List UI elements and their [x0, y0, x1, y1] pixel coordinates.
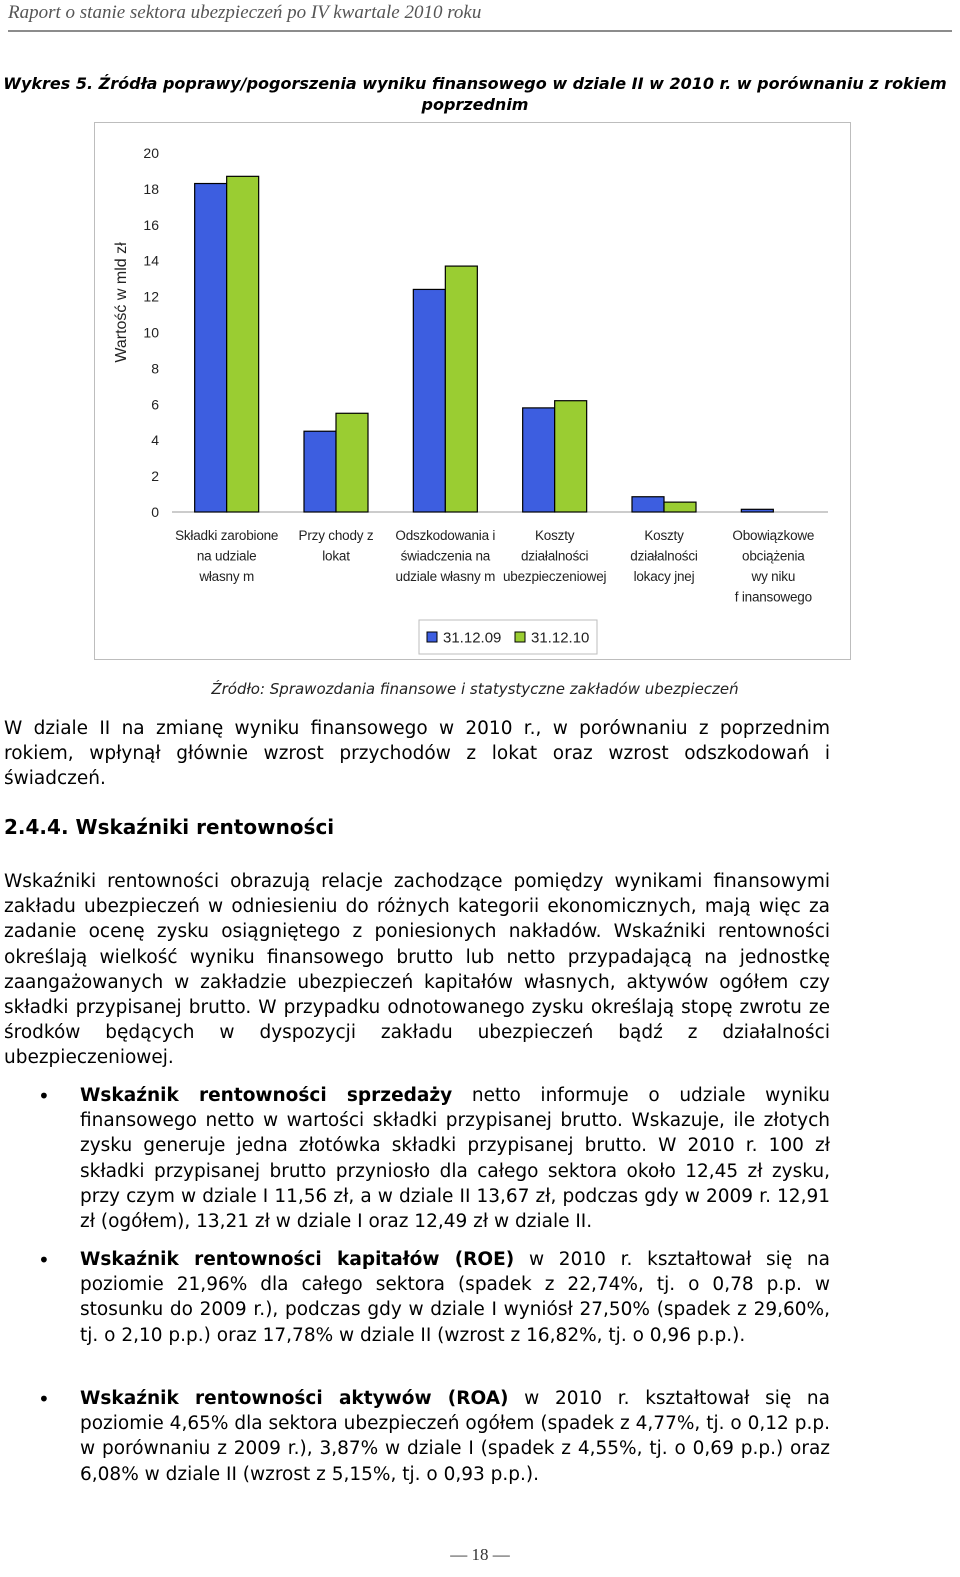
y-tick-label: 18: [143, 180, 159, 197]
x-category-label: świadczenia na: [400, 548, 491, 564]
x-category-label: udziale własny m: [395, 569, 496, 584]
bar-31.12.09-4: [632, 497, 664, 512]
x-category-label: wy niku: [751, 569, 796, 584]
bar-31.12.09-1: [304, 431, 336, 512]
bar-31.12.09-2: [413, 289, 445, 512]
y-tick-label: 10: [143, 324, 159, 341]
bullet-icon: •: [38, 1248, 50, 1272]
bar-31.12.10-1: [336, 413, 368, 512]
page-header: [8, 0, 952, 32]
x-category-label: Odszkodowania i: [395, 528, 496, 543]
page-number: — 18 —: [450, 1545, 510, 1564]
x-category-label: f inansowego: [734, 589, 812, 605]
y-tick-label: 8: [151, 360, 159, 377]
bullet-icon: •: [38, 1387, 50, 1411]
chart-frame: [94, 122, 851, 660]
bar-31.12.10-2: [445, 266, 477, 512]
x-category-label: własny m: [199, 569, 255, 584]
x-category-label: Koszty: [535, 528, 575, 543]
bullet-title: Wskaźnik rentowności aktywów (ROA): [80, 1388, 509, 1409]
bullet-body: netto informuje o udziale wyniku finansowego netto w wartości składki przypisanej brutto. Wskazuje, ile złotych zysku generuje jedna złotówka składki przypisanej brutto. W 2010 r. 100 zł składki przypisanej brutto przyniosło dla całego sektora około 12,45 zł zysku, przy czym w dziale I 11,56 zł, a w dziale II 13,67 zł, podczas gdy w 2009 r. 12,91 zł (ogółem), 13,21 zł w dziale I oraz 12,49 zł w dziale II.: [80, 1085, 830, 1233]
x-category-label: Składki zarobione: [175, 528, 279, 543]
bar-31.12.10-0: [227, 176, 259, 512]
chart-caption-line1: Wykres 5. Źródła poprawy/pogorszenia wyniku finansowego w dziale II w 2010 r. w porównaniu z rokiem: [3, 74, 947, 93]
bullet-title: Wskaźnik rentowności sprzedaży: [80, 1085, 453, 1106]
x-category-label: lokat: [322, 548, 350, 564]
y-tick-label: 12: [143, 288, 159, 305]
x-category-label: Przy chody z: [298, 528, 374, 543]
x-category-label: na udziale: [196, 548, 257, 564]
y-tick-label: 16: [143, 216, 159, 233]
chart-caption-line2: poprzednim: [421, 95, 529, 114]
bullet-icon: •: [38, 1084, 50, 1108]
header-title: Raport o stanie sektora ubezpieczeń po IV kwartale 2010 roku: [8, 2, 482, 23]
bar-31.12.09-5: [741, 509, 773, 512]
y-tick-label: 20: [143, 145, 159, 161]
x-category-label: Obowiązkowe: [732, 528, 815, 543]
y-tick-label: 2: [151, 468, 159, 485]
x-category-label: działalności: [630, 548, 698, 564]
bar-chart: [95, 123, 852, 661]
legend-label: 31.12.09: [443, 629, 502, 647]
legend-label: 31.12.10: [531, 629, 590, 647]
y-tick-label: 6: [151, 396, 159, 413]
bar-31.12.09-3: [523, 408, 555, 512]
x-category-label: ubezpieczeniowej: [502, 569, 607, 584]
x-category-label: Koszty: [644, 528, 684, 543]
paragraph-chart-summary: W dziale II na zmianę wyniku finansowego w 2010 r., w porównaniu z poprzednim rokiem, wpłynął głównie wzrost przychodów z lokat oraz wzrost odszkodowań i świadczeń.: [4, 718, 830, 790]
bar-31.12.10-4: [664, 502, 696, 512]
bullet-body: w 2010 r. kształtował się na poziomie 4,65% dla sektora ubezpieczeń ogółem (spadek z 4,77%, tj. o 0,12 p.p. w porównaniu z 2009 r.), 3,87% w dziale I (spadek z 4,55%, tj. o 0,69 p.p.) oraz 6,08% w dziale II (wzrost z 5,15%, tj. o 0,93 p.p.).: [80, 1388, 830, 1485]
section-heading: 2.4.4. Wskaźniki rentowności: [4, 815, 335, 839]
y-axis-label: Wartość w mld zł: [113, 242, 130, 363]
bullet-item-roe: [80, 1247, 830, 1348]
bar-31.12.09-0: [195, 184, 227, 512]
x-category-label: lokacy jnej: [633, 569, 695, 584]
paragraph-rentownosc-intro: Wskaźniki rentowności obrazują relacje zachodzące pomiędzy wynikami finansowymi zakładu ubezpieczeń w odniesieniu do różnych kategorii ekonomicznych, mają więc za zadanie ocenę zysku osiągniętego z poniesionych nakładów. Wskaźniki rentowności określają wielkość wyniku finansowego brutto lub netto przypadającą na jednostkę zaangażowanych w zakładzie ubezpieczeń kapitałów własnych, aktywów ogółem czy składki przypisanej brutto. W przypadku odnotowanego zysku określają stopę zwrotu ze środków będących w dyspozycji zakładu ubezpieczeń bądź z działalności ubezpieczeniowej.: [4, 871, 830, 1069]
bullet-item-roa: [80, 1386, 830, 1487]
legend-swatch-0: [427, 632, 437, 642]
bullet-title: Wskaźnik rentowności kapitałów (ROE): [80, 1249, 515, 1270]
bar-31.12.10-3: [555, 401, 587, 512]
legend-swatch-1: [515, 632, 525, 642]
x-category-label: działalności: [520, 548, 589, 564]
bullet-body: w 2010 r. kształtował się na poziomie 21,96% dla całego sektora (spadek z 22,74%, tj. o 0,78 p.p. w stosunku do 2009 r.), podczas gdy w dziale I wyniósł 27,50% (spadek z 29,60%, tj. o 2,10 p.p.) oraz 17,78% w dziale II (wzrost z 16,82%, tj. o 0,96 p.p.).: [80, 1249, 830, 1346]
x-category-label: obciążenia: [742, 548, 805, 564]
chart-source: Źródło: Sprawozdania finansowe i statystyczne zakładów ubezpieczeń: [211, 680, 739, 698]
y-tick-label: 4: [151, 432, 159, 449]
y-tick-label: 14: [143, 252, 159, 269]
y-tick-label: 0: [151, 504, 159, 520]
bullet-item-sprzedazy: [80, 1083, 830, 1234]
